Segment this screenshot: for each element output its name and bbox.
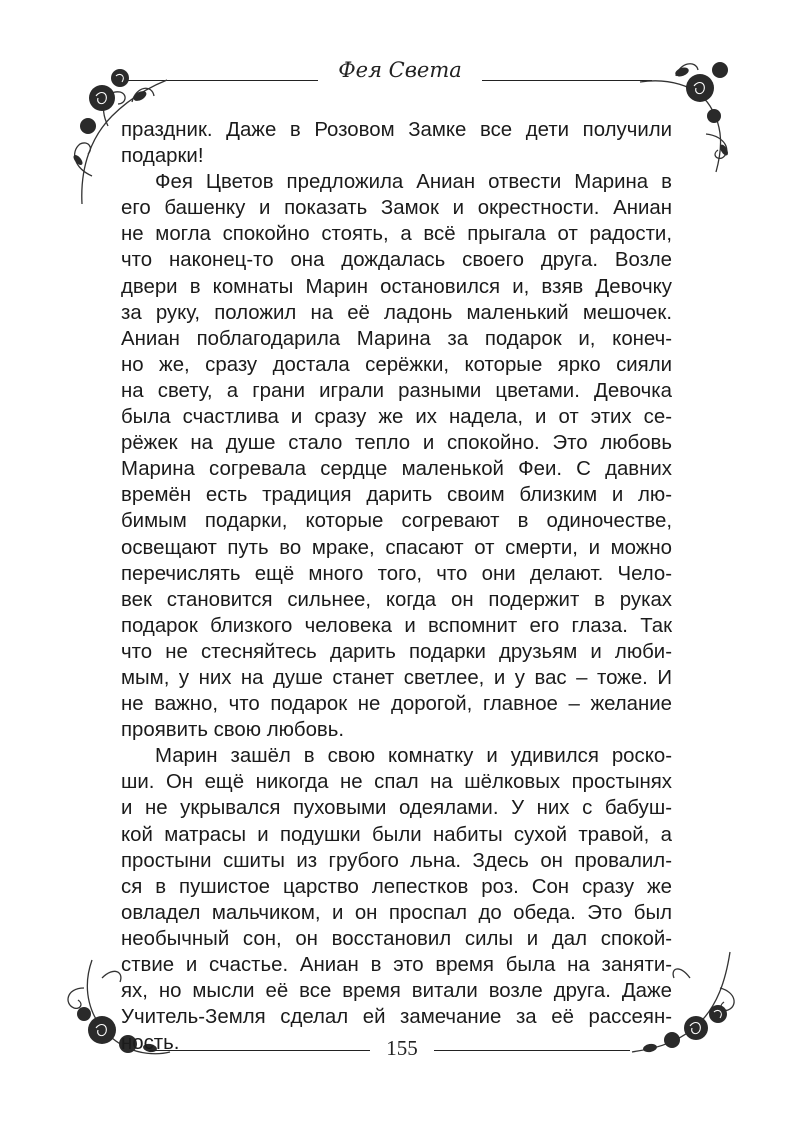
text-line: что не стесняйтесь дарить подарки друзьям и люби- bbox=[121, 640, 672, 663]
text-line: не могла спокойно стоять, а всё прыгала от радости, bbox=[121, 223, 672, 246]
text-line: мым, у них на душе станет светлее, и у вас – тоже. И bbox=[121, 666, 672, 689]
footer-rule-left bbox=[150, 1050, 370, 1051]
text-line: и не укрывался пуховыми одеялами. У них с бабуш- bbox=[121, 797, 672, 820]
text-line: бимым подарки, которые согревают в одиночестве, bbox=[121, 510, 672, 533]
text-line: ши. Он ещё никогда не спал на шёлковых простынях bbox=[121, 771, 672, 794]
text-line: на свету, а грани играли разными цветами. Девочка bbox=[121, 379, 672, 402]
text-line: проявить свою любовь. bbox=[121, 719, 345, 742]
body-text bbox=[121, 117, 672, 1056]
text-line: не важно, что подарок не дорогой, главное – желание bbox=[121, 693, 672, 716]
text-line: за руку, положил на её ладонь маленький мешочек. bbox=[121, 301, 672, 324]
text-line: двери в комнаты Марин остановился и, взяв Девочку bbox=[121, 275, 672, 298]
text-line: кой матрасы и подушки были набиты сухой травой, а bbox=[121, 823, 672, 846]
text-line: Аниан поблагодарила Марина за подарок и, конеч- bbox=[121, 327, 672, 350]
text-line: рёжек на душе стало тепло и спокойно. Это любовь bbox=[121, 432, 672, 455]
text-line: подарки! bbox=[121, 145, 204, 168]
text-line: простыни сшиты из грубого льна. Здесь он провалил- bbox=[121, 849, 672, 872]
text-line: ях, но мысли её все время витали возле друга. Даже bbox=[121, 980, 672, 1003]
text-line: ность. bbox=[121, 1032, 180, 1055]
header-rule-right bbox=[482, 80, 652, 81]
text-line: подарок близкого человека и вспомнит его глаза. Так bbox=[121, 614, 672, 637]
text-line: была счастлива и сразу же их надела, и от этих се- bbox=[121, 406, 672, 429]
text-line: праздник. Даже в Розовом Замке все дети получили bbox=[121, 119, 672, 141]
text-line: времён есть традиция дарить своим близким и лю- bbox=[121, 484, 672, 507]
text-line: ся в пушистое царство лепестков роз. Сон сразу же bbox=[121, 875, 672, 898]
text-line: Марина согревала сердце маленькой Феи. С давних bbox=[121, 458, 672, 481]
page-number: 155 bbox=[386, 1036, 418, 1060]
text-line: век становится сильнее, когда он подержит в руках bbox=[121, 588, 672, 611]
text-line: что наконец-то она дождалась своего друга. Возле bbox=[121, 249, 672, 272]
running-title: Фея Света bbox=[338, 58, 462, 82]
text-line: Учитель-Земля сделал ей замечание за её рассеян- bbox=[121, 1006, 672, 1029]
footer-rule-right bbox=[434, 1050, 630, 1051]
text-line: необычный сон, он восстановил силы и дал спокой- bbox=[121, 927, 672, 950]
text-line: овладел мальчиком, и он проспал до обеда. Это был bbox=[121, 901, 672, 924]
text-line: Марин зашёл в свою комнатку и удивился роско- bbox=[155, 745, 672, 768]
text-line: Фея Цветов предложила Аниан отвести Марина в bbox=[155, 171, 672, 194]
text-line: его башенку и показать Замок и окрестности. Аниан bbox=[121, 197, 672, 220]
text-line: ствие и счастье. Аниан в это время была на заняти- bbox=[121, 954, 672, 976]
text-line: но же, сразу достала серёжки, которые ярко сияли bbox=[121, 353, 672, 376]
text-line: освещают путь во мраке, спасают от смерти, и можно bbox=[121, 536, 672, 559]
text-line: перечислять ещё много того, что они делают. Чело- bbox=[121, 562, 672, 585]
